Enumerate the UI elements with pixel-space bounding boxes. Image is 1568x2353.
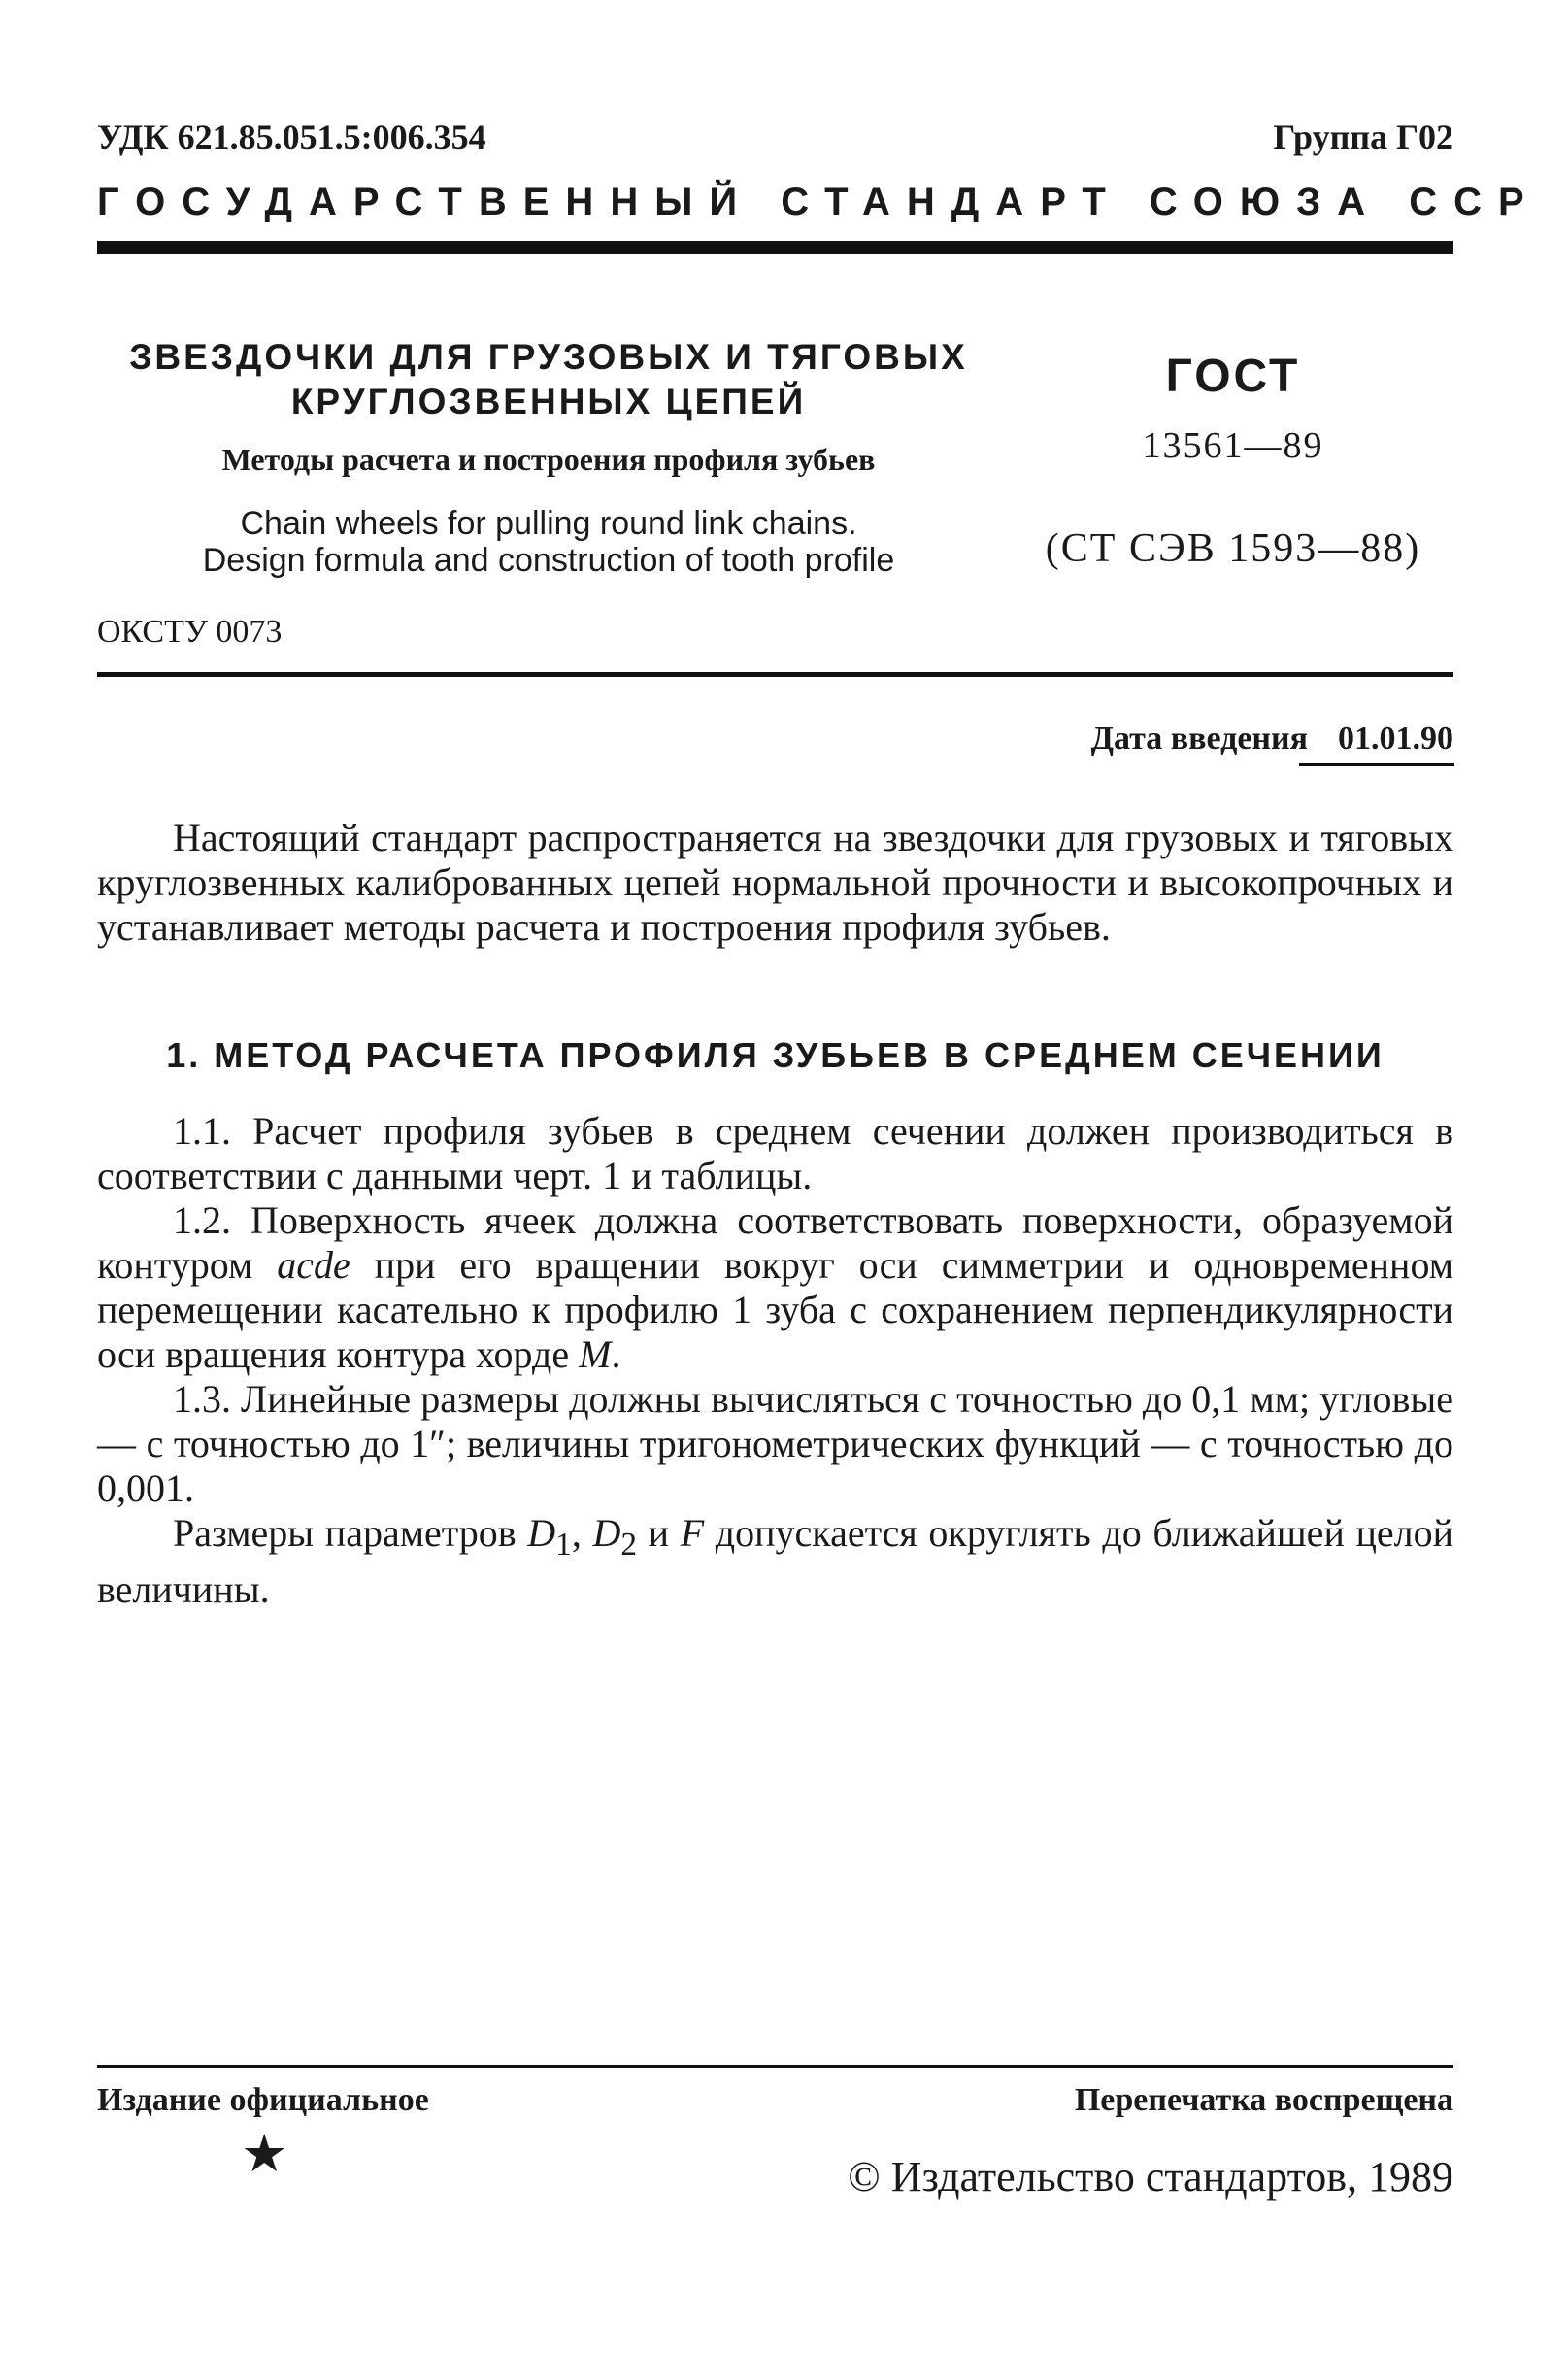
clause-1-2	[97, 1198, 1453, 1377]
section-body	[97, 1109, 1453, 1612]
clause-1-3: 1.3. Линейные размеры должны вычисляться с точностью до 0,1 мм; угловые — с точностью до 1″; величины тригонометрических функций — с точностью до 0,001.	[97, 1377, 1453, 1510]
intro-date	[1091, 721, 1453, 757]
separator-and: и	[637, 1511, 681, 1555]
okstu-code: ОКСТУ 0073	[97, 614, 283, 650]
param-f: F	[680, 1511, 705, 1555]
param-d1-sub: 1	[555, 1527, 572, 1563]
clause-1-1: 1.1. Расчет профиля зубьев в среднем сечении должен производиться в соответствии с данными черт. 1 и таблицы.	[97, 1109, 1453, 1197]
title-block	[97, 335, 1000, 579]
header-rule-thick	[97, 241, 1453, 254]
subtitle-ru: Методы расчета и построения профиля зубьев	[221, 442, 876, 477]
group-code: Группа Г02	[1273, 118, 1453, 156]
official-edition: Издание официальное	[97, 2082, 429, 2118]
divider-rule	[97, 672, 1453, 677]
gost-block	[1010, 350, 1456, 572]
gost-number: 13561—89	[1142, 425, 1324, 466]
reprint-prohibited: Перепечатка воспрещена	[1074, 2082, 1453, 2118]
star-icon: ★	[241, 2125, 288, 2183]
title-ru-line-1: ЗВЕЗДОЧКИ ДЛЯ ГРУЗОВЫХ И ТЯГОВЫХ	[129, 337, 968, 377]
contour-symbol: acde	[277, 1243, 350, 1287]
intro-date-value: 01.01.90	[1338, 721, 1453, 756]
intro-paragraph: Настоящий стандарт распространяется на звездочки для грузовых и тяговых круглозвенных калиброванных цепей нормальной прочности и высокопрочных и устанавливает методы расчета и построения профиля зубьев.	[97, 816, 1453, 949]
clause-1-2-text-b: при его вращении вокруг оси симметрии и одновременном перемещении касательно к профилю 1 зуба с сохранением перпендикулярности оси вращения контура хорде	[97, 1243, 1453, 1376]
cmea-standard: (СТ СЭВ 1593—88)	[1045, 526, 1421, 571]
rounding-text-b: допускается округлять до ближайшей целой величины.	[97, 1511, 1454, 1611]
publisher-copyright: © Издательство стандартов, 1989	[848, 2153, 1453, 2201]
intro-date-label: Дата введения	[1090, 721, 1308, 756]
title-ru	[97, 335, 1000, 424]
gost-label: ГОСТ	[1165, 351, 1301, 402]
title-ru-line-2: КРУГЛОЗВЕННЫХ ЦЕПЕЙ	[290, 382, 807, 421]
title-en-line-1: Chain wheels for pulling round link chains.	[240, 505, 857, 542]
param-d2-sub: 2	[620, 1527, 638, 1563]
clause-1-2-text-a: 1.2. Поверхность ячеек должна соответствовать поверхности, образуемой контуром	[97, 1198, 1453, 1287]
param-d1: D	[527, 1511, 556, 1555]
title-en-line-2: Design formula and construction of tooth profile	[202, 542, 895, 579]
chord-symbol: M	[579, 1332, 612, 1376]
param-d2: D	[592, 1511, 621, 1555]
footer-rule	[97, 2065, 1453, 2068]
state-standard-heading: ГОСУДАРСТВЕННЫЙ СТАНДАРТ СОЮЗА ССР	[97, 181, 1541, 223]
udk-code: УДК 621.85.051.5:006.354	[97, 118, 486, 156]
separator-comma: ,	[571, 1511, 593, 1555]
title-en	[97, 505, 1000, 579]
clause-1-2-text-c: .	[611, 1332, 621, 1376]
section-heading: 1. МЕТОД РАСЧЕТА ПРОФИЛЯ ЗУБЬЕВ В СРЕДНЕМ СЕЧЕНИИ	[166, 1035, 1385, 1075]
rounding-text-a: Размеры параметров	[173, 1511, 528, 1555]
intro-date-underline	[1299, 763, 1454, 766]
rounding-paragraph	[97, 1511, 1453, 1612]
